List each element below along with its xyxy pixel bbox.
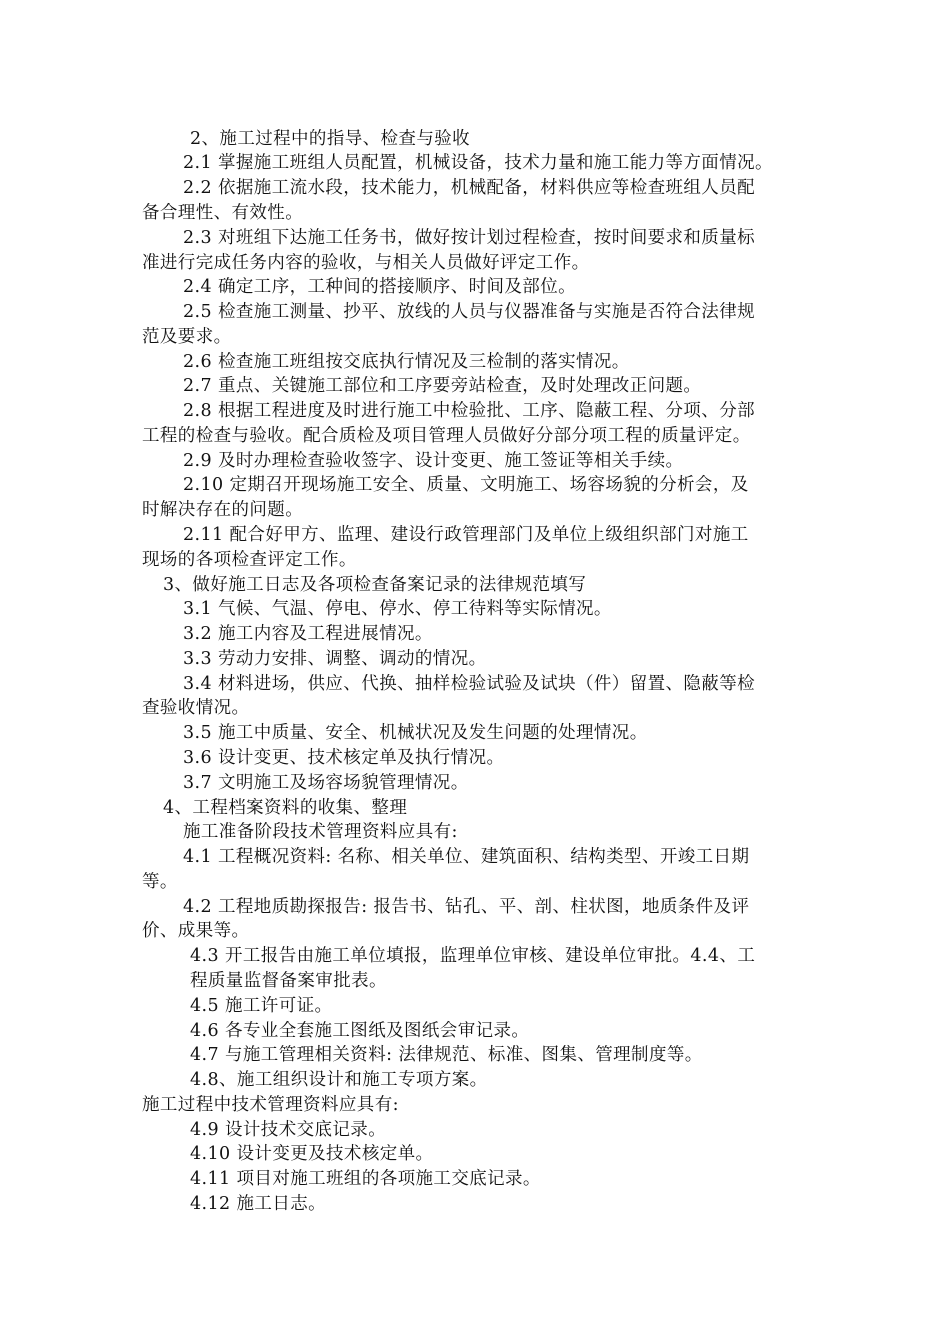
paragraph-line: 4.11 项目对施工班组的各项施工交底记录。 [190,1169,541,1189]
paragraph-line: 查验收情况。 [142,698,250,718]
paragraph-line: 2.6 检查施工班组按交底执行情况及三检制的落实情况。 [183,352,630,372]
paragraph-line: 范及要求。 [142,327,232,347]
paragraph-line: 4.9 设计技术交底记录。 [190,1120,387,1140]
paragraph-line: 3.1 气候、气温、停电、停水、停工待料等实际情况。 [183,599,612,619]
paragraph-line: 2.2 依据施工流水段，技术能力，机械配备，材料供应等检查班组人员配 [183,178,755,198]
paragraph-line: 现场的各项检查评定工作。 [142,550,357,570]
paragraph-line: 4.5 施工许可证。 [190,996,333,1016]
paragraph-line: 程质量监督备案审批表。 [190,971,387,991]
section-heading-3: 3、做好施工日志及各项检查备案记录的法律规范填写 [163,575,587,595]
paragraph-line: 时解决存在的问题。 [142,500,304,520]
paragraph-line: 4.2 工程地质勘探报告: 报告书、钻孔、平、剖、柱状图，地质条件及评 [183,897,750,917]
paragraph-line: 4.8、施工组织设计和施工专项方案。 [190,1070,488,1090]
paragraph-line: 2.3 对班组下达施工任务书，做好按计划过程检查，按时间要求和质量标 [183,228,755,248]
paragraph-line: 备合理性、有效性。 [142,203,304,223]
paragraph-line: 4.1 工程概况资料: 名称、相关单位、建筑面积、结构类型、开竣工日期 [183,847,750,867]
paragraph-line: 2.4 确定工序，工种间的搭接顺序、时间及部位。 [183,277,576,297]
paragraph-line: 2.7 重点、关键施工部位和工序要旁站检查，及时处理改正问题。 [183,376,702,396]
paragraph-line: 3.2 施工内容及工程进展情况。 [183,624,433,644]
paragraph-line: 2.1 掌握施工班组人员配置，机械设备，技术力量和施工能力等方面情况。 [183,153,773,173]
section-heading-2: 2、施工过程中的指导、检查与验收 [190,129,471,149]
paragraph-line: 4.12 施工日志。 [190,1194,327,1214]
paragraph-line: 4.6 各专业全套施工图纸及图纸会审记录。 [190,1021,530,1041]
paragraph-line: 4.7 与施工管理相关资料: 法律规范、标准、图集、管理制度等。 [190,1045,703,1065]
paragraph-line: 4.3 开工报告由施工单位填报，监理单位审核、建设单位审批。4.4、工 [190,946,756,966]
paragraph-line: 2.9 及时办理检查验收签字、设计变更、施工签证等相关手续。 [183,451,684,471]
paragraph-line: 工程的检查与验收。配合质检及项目管理人员做好分部分项工程的质量评定。 [142,426,751,446]
section-heading-4: 4、工程档案资料的收集、整理 [163,798,408,818]
paragraph-line: 施工过程中技术管理资料应具有: [142,1095,399,1115]
paragraph-line: 3.6 设计变更、技术核定单及执行情况。 [183,748,505,768]
paragraph-line: 3.4 材料进场，供应、代换、抽样检验试验及试块（件）留置、隐蔽等检 [183,674,755,694]
paragraph-line: 3.7 文明施工及场容场貌管理情况。 [183,773,469,793]
paragraph-line: 2.8 根据工程进度及时进行施工中检验批、工序、隐蔽工程、分项、分部 [183,401,755,421]
paragraph-line: 2.11 配合好甲方、监理、建设行政管理部门及单位上级组织部门对施工 [183,525,749,545]
paragraph-line: 施工准备阶段技术管理资料应具有: [183,822,458,842]
paragraph-line: 3.3 劳动力安排、调整、调动的情况。 [183,649,487,669]
paragraph-line: 2.10 定期召开现场施工安全、质量、文明施工、场容场貌的分析会，及 [183,475,749,495]
paragraph-line: 价、成果等。 [142,921,250,941]
paragraph-line: 4.10 设计变更及技术核定单。 [190,1144,434,1164]
paragraph-line: 3.5 施工中质量、安全、机械状况及发生问题的处理情况。 [183,723,648,743]
paragraph-line: 准进行完成任务内容的验收，与相关人员做好评定工作。 [142,253,590,273]
paragraph-line: 2.5 检查施工测量、抄平、放线的人员与仪器准备与实施是否符合法律规 [183,302,755,322]
paragraph-line: 等。 [142,872,178,892]
